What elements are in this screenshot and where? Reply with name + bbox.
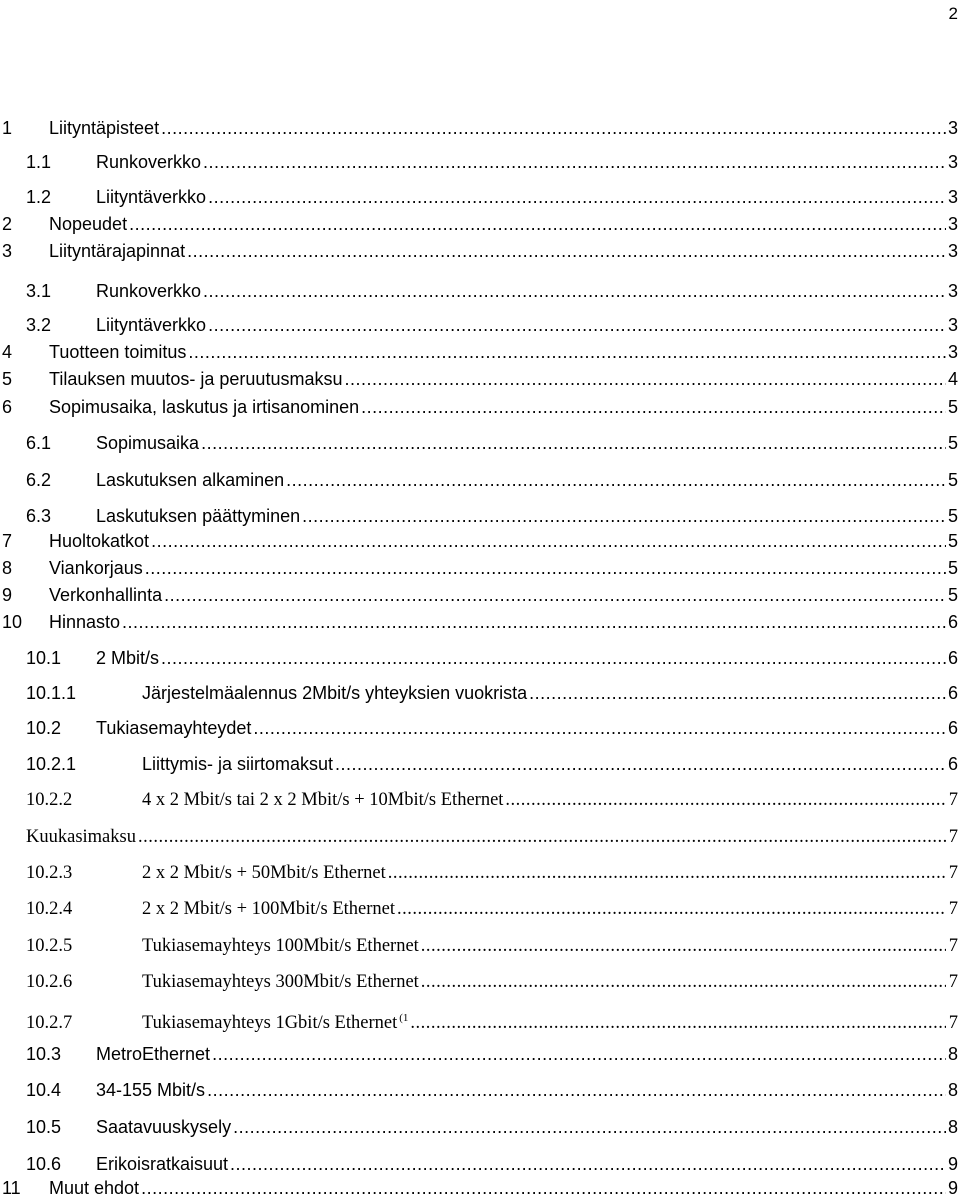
toc-entry-page: 3 bbox=[947, 315, 958, 335]
toc-entry-title: Tukiasemayhteys 1Gbit/s Ethernet $^{(1}$ bbox=[142, 1012, 409, 1033]
toc-entry-page: 5 bbox=[947, 531, 958, 551]
toc-entry-page: 6 bbox=[947, 612, 958, 632]
toc-entry-title: Liityntäverkko bbox=[96, 315, 207, 335]
dot-leader bbox=[410, 1012, 946, 1034]
toc-entry-page: 7 bbox=[948, 1013, 958, 1033]
toc-entry[interactable] bbox=[0, 280, 960, 302]
toc-entry-number: 7 bbox=[2, 531, 13, 551]
toc-entry-page: 3 bbox=[947, 281, 958, 301]
dot-leader bbox=[230, 1153, 946, 1175]
toc-entry-title: Viankorjaus bbox=[49, 558, 143, 578]
toc-entry-title: 4 x 2 Mbit/s tai 2 x 2 Mbit/s + 10Mbit/s Ethernet bbox=[142, 790, 504, 810]
toc-entry-number: 6.1 bbox=[26, 433, 52, 453]
toc-entry-page: 6 bbox=[947, 683, 958, 703]
toc-entry-page: 3 bbox=[947, 118, 958, 138]
toc-entry-title: Verkonhallinta bbox=[49, 585, 163, 605]
toc-entry-page: 5 bbox=[947, 470, 958, 490]
toc-entry-title: Tuotteen toimitus bbox=[49, 342, 187, 362]
toc-entry[interactable] bbox=[0, 240, 960, 262]
toc-entry-number: 10.2.7 bbox=[26, 1013, 73, 1033]
toc-entry[interactable] bbox=[0, 753, 960, 775]
toc-entry[interactable] bbox=[0, 186, 960, 208]
dot-leader bbox=[164, 584, 946, 606]
toc-entry-page: 7 bbox=[948, 827, 958, 847]
toc-entry[interactable] bbox=[0, 611, 960, 633]
toc-entry[interactable] bbox=[0, 862, 960, 884]
toc-entry[interactable] bbox=[0, 682, 960, 704]
toc-entry-title: Erikoisratkaisuut bbox=[96, 1154, 229, 1174]
toc-entry-number: 1.1 bbox=[26, 152, 52, 172]
toc-entry-title: Sopimusaika, laskutus ja irtisanominen bbox=[49, 397, 360, 417]
toc-entry[interactable] bbox=[0, 469, 960, 491]
toc-entry-title: Huoltokatkot bbox=[49, 531, 150, 551]
toc-entry-number: 5 bbox=[2, 369, 13, 389]
toc-entry-title: Järjestelmäalennus 2Mbit/s yhteyksien vuokrista bbox=[142, 683, 528, 703]
toc-entry-title: Tilauksen muutos- ja peruutusmaksu bbox=[49, 369, 343, 389]
toc-entry-page: 9 bbox=[947, 1178, 958, 1198]
toc-entry-number: 10.5 bbox=[26, 1117, 62, 1137]
toc-entry[interactable] bbox=[0, 647, 960, 669]
toc-entry[interactable] bbox=[0, 826, 960, 848]
page-number: 2 bbox=[948, 4, 958, 23]
toc-entry-title: Hinnasto bbox=[49, 612, 121, 632]
toc-entry-number: 3.2 bbox=[26, 315, 52, 335]
toc-entry-number: 3 bbox=[2, 241, 13, 261]
toc-entry-title: Liityntäpisteet bbox=[49, 118, 160, 138]
dot-leader bbox=[388, 862, 946, 884]
toc-entry-title: Saatavuuskysely bbox=[96, 1117, 232, 1137]
dot-leader bbox=[208, 314, 946, 336]
toc-entry-number: 6 bbox=[2, 397, 13, 417]
toc-entry-title: Nopeudet bbox=[49, 214, 128, 234]
toc-entry-number: 10.4 bbox=[26, 1080, 62, 1100]
toc-entry-page: 5 bbox=[947, 585, 958, 605]
toc-entry-number: 10.1 bbox=[26, 648, 62, 668]
toc-entry[interactable] bbox=[0, 505, 960, 527]
dot-leader bbox=[361, 396, 946, 418]
toc-entry[interactable] bbox=[0, 557, 960, 579]
toc-entry-number: 11 bbox=[2, 1178, 21, 1198]
dot-leader bbox=[203, 280, 946, 302]
toc-entry-number: 1.2 bbox=[26, 187, 52, 207]
dot-leader bbox=[421, 971, 946, 993]
dot-leader bbox=[207, 1079, 946, 1101]
toc-entry-title: Laskutuksen päättyminen bbox=[96, 506, 301, 526]
toc-entry-number: 10.1.1 bbox=[26, 683, 77, 703]
toc-entry-title: Sopimusaika bbox=[96, 433, 200, 453]
toc-entry-number: 10.6 bbox=[26, 1154, 62, 1174]
toc-entry-title: Muut ehdot bbox=[49, 1178, 140, 1198]
toc-entry[interactable] bbox=[0, 432, 960, 454]
toc-entry-page: 7 bbox=[948, 899, 958, 919]
toc-entry[interactable] bbox=[0, 1177, 960, 1199]
toc-entry[interactable] bbox=[0, 396, 960, 418]
toc-entry[interactable] bbox=[0, 151, 960, 173]
toc-entry-number: 3.1 bbox=[26, 281, 52, 301]
toc-entry-number: 10.2.2 bbox=[26, 790, 73, 810]
dot-leader bbox=[505, 789, 946, 811]
toc-entry-number: 4 bbox=[2, 342, 13, 362]
toc-entry-number: 10.2.6 bbox=[26, 972, 73, 992]
toc-entry-page: 7 bbox=[948, 972, 958, 992]
toc-entry-title: Kuukasimaksu bbox=[26, 827, 136, 847]
toc-entry[interactable] bbox=[0, 717, 960, 739]
toc-entry[interactable] bbox=[0, 530, 960, 552]
toc-entry-title: Tukiasemayhteydet bbox=[96, 718, 252, 738]
toc-entry-title: 34-155 Mbit/s bbox=[96, 1080, 206, 1100]
dot-leader bbox=[151, 530, 946, 552]
toc-entry-page: 6 bbox=[947, 718, 958, 738]
toc-entry-title: Liityntärajapinnat bbox=[49, 241, 186, 261]
toc-entry-title: Liityntäverkko bbox=[96, 187, 207, 207]
toc-entry-number: 1 bbox=[2, 118, 13, 138]
toc-entry-number: 10.2.4 bbox=[26, 899, 73, 919]
toc-entry-page: 5 bbox=[947, 397, 958, 417]
toc-entry-page: 5 bbox=[947, 433, 958, 453]
toc-entry-number: 9 bbox=[2, 585, 13, 605]
toc-entry[interactable] bbox=[0, 898, 960, 920]
toc-entry-number: 10.3 bbox=[26, 1044, 62, 1064]
dot-leader bbox=[188, 341, 946, 363]
toc-entry-title: Tukiasemayhteys 300Mbit/s Ethernet bbox=[142, 972, 419, 992]
toc-entry[interactable] bbox=[0, 314, 960, 336]
dot-leader bbox=[233, 1116, 946, 1138]
toc-entry[interactable] bbox=[0, 1043, 960, 1065]
toc-entry-page: 3 bbox=[947, 187, 958, 207]
toc-entry-number: 8 bbox=[2, 558, 13, 578]
toc-entry-page: 3 bbox=[947, 214, 958, 234]
dot-leader bbox=[145, 557, 946, 579]
dot-leader bbox=[208, 186, 946, 208]
toc-entry-page: 7 bbox=[948, 863, 958, 883]
dot-leader bbox=[302, 505, 946, 527]
dot-leader bbox=[201, 432, 946, 454]
toc-entry-title: 2 x 2 Mbit/s + 100Mbit/s Ethernet bbox=[142, 899, 395, 919]
toc-entry-page: 3 bbox=[947, 241, 958, 261]
dot-leader bbox=[187, 240, 946, 262]
toc-entry-page: 5 bbox=[947, 558, 958, 578]
toc-entry-page: 6 bbox=[947, 648, 958, 668]
toc-entry-page: 4 bbox=[947, 369, 958, 389]
toc-entry-page: 6 bbox=[947, 754, 958, 774]
dot-leader bbox=[122, 611, 946, 633]
toc-entry[interactable] bbox=[0, 368, 960, 390]
toc-entry[interactable] bbox=[0, 213, 960, 235]
dot-leader bbox=[335, 753, 946, 775]
toc-entry-number: 10.2.5 bbox=[26, 936, 73, 956]
dot-leader bbox=[421, 935, 946, 957]
toc-entry-page: 8 bbox=[947, 1117, 958, 1137]
toc-entry-page: 8 bbox=[947, 1044, 958, 1064]
toc-entry-title: 2 x 2 Mbit/s + 50Mbit/s Ethernet bbox=[142, 863, 386, 883]
toc-entry-number: 6.3 bbox=[26, 506, 52, 526]
toc-entry-page: 5 bbox=[947, 506, 958, 526]
dot-leader bbox=[161, 647, 946, 669]
toc-entry-number: 6.2 bbox=[26, 470, 52, 490]
toc-entry-number: 10.2.3 bbox=[26, 863, 73, 883]
toc-entry-title: MetroEthernet bbox=[96, 1044, 211, 1064]
dot-leader bbox=[212, 1043, 946, 1065]
dot-leader bbox=[141, 1177, 946, 1199]
dot-leader bbox=[529, 682, 946, 704]
toc-entry-title: Tukiasemayhteys 100Mbit/s Ethernet bbox=[142, 936, 419, 956]
footnote-marker: (1 bbox=[399, 1012, 409, 1024]
toc-entry[interactable] bbox=[0, 971, 960, 993]
toc-entry-title: Runkoverkko bbox=[96, 152, 202, 172]
toc-entry-title: 2 Mbit/s bbox=[96, 648, 160, 668]
toc-entry[interactable] bbox=[0, 341, 960, 363]
toc-entry-number: 10.2 bbox=[26, 718, 62, 738]
toc-entry-number: 10 bbox=[2, 612, 23, 632]
toc-entry-title: Runkoverkko bbox=[96, 281, 202, 301]
dot-leader bbox=[253, 717, 946, 739]
toc-entry[interactable] bbox=[0, 1153, 960, 1175]
toc-entry-number: 2 bbox=[2, 214, 13, 234]
dot-leader bbox=[161, 117, 946, 139]
toc-entry[interactable] bbox=[0, 117, 960, 139]
toc-entry-page: 3 bbox=[947, 342, 958, 362]
dot-leader bbox=[344, 368, 946, 390]
dot-leader bbox=[203, 151, 946, 173]
toc-entry-page: 8 bbox=[947, 1080, 958, 1100]
toc-entry[interactable] bbox=[0, 1116, 960, 1138]
toc-entry[interactable] bbox=[0, 789, 960, 811]
dot-leader bbox=[129, 213, 946, 235]
toc-entry-title: Laskutuksen alkaminen bbox=[96, 470, 285, 490]
toc-entry-page: 7 bbox=[948, 790, 958, 810]
toc-entry[interactable] bbox=[0, 1007, 960, 1034]
dot-leader bbox=[138, 826, 946, 848]
toc-entry-page: 9 bbox=[947, 1154, 958, 1174]
toc-entry[interactable] bbox=[0, 584, 960, 606]
dot-leader bbox=[397, 898, 946, 920]
toc-entry-number: 10.2.1 bbox=[26, 754, 77, 774]
toc-entry[interactable] bbox=[0, 935, 960, 957]
toc-entry-page: 7 bbox=[948, 936, 958, 956]
dot-leader bbox=[286, 469, 946, 491]
toc-entry[interactable] bbox=[0, 1079, 960, 1101]
toc-entry-title: Liittymis- ja siirtomaksut bbox=[142, 754, 334, 774]
toc-entry-page: 3 bbox=[947, 152, 958, 172]
